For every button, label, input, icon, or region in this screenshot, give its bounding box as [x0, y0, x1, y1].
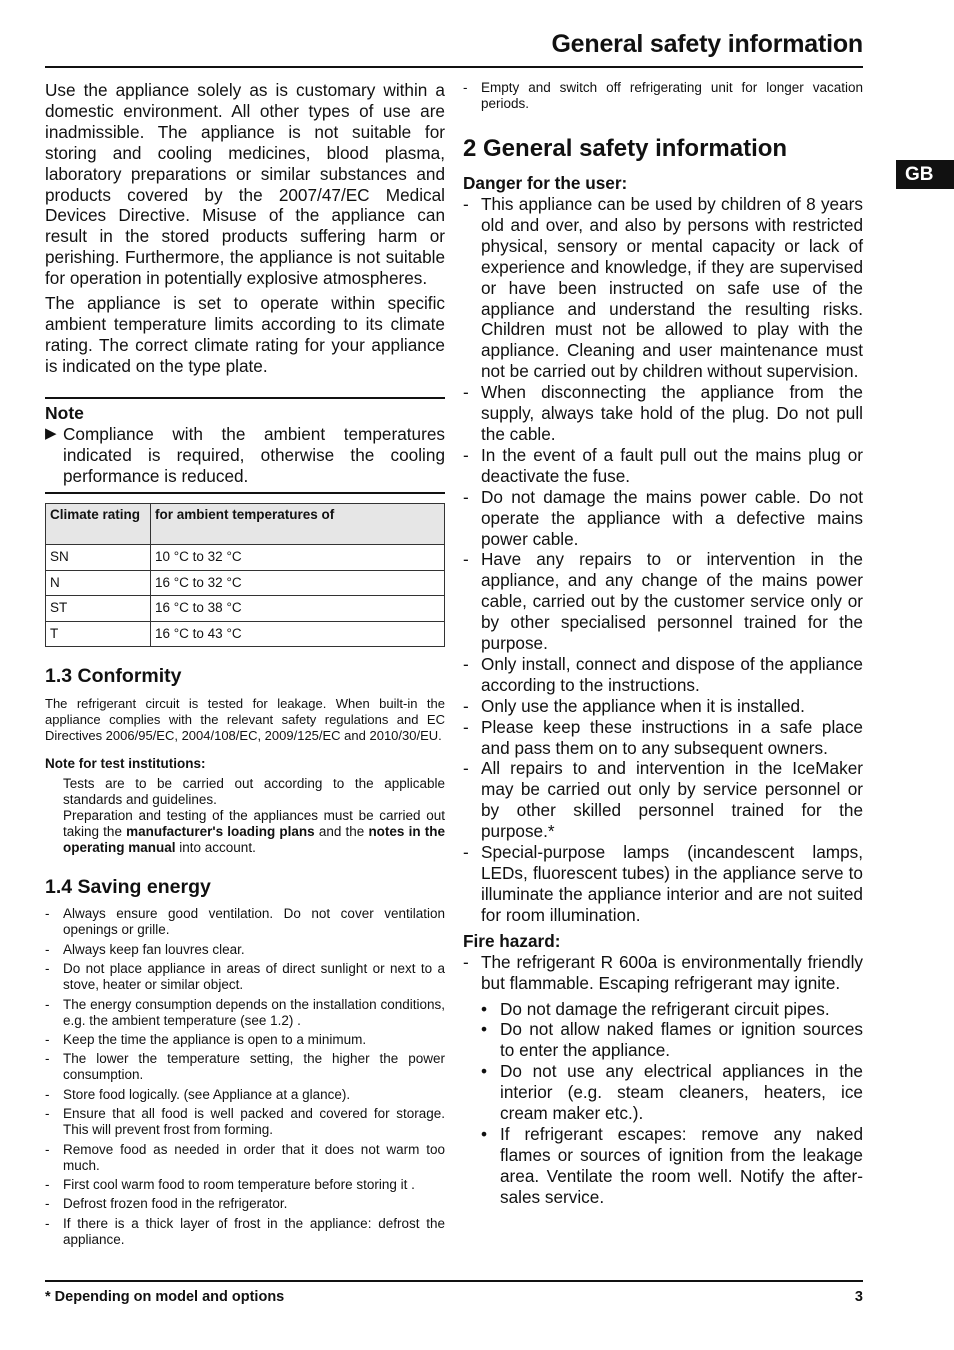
language-tab: GB [896, 160, 954, 189]
list-item: - Do not damage the mains power cable. Do not operate the appliance with a defective mains power cable. [463, 487, 863, 550]
table-row [46, 545, 445, 571]
intro-paragraph-2: The appliance is set to operate within specific ambient temperature limits according to its climate rating. The correct climate rating for your appliance is indicated on the type plate. [45, 293, 445, 376]
table-header-row [46, 504, 445, 545]
list-item: - When disconnecting the appliance from the supply, always take hold of the plug. Do not pull the cable. [463, 382, 863, 445]
list-item: - Special-purpose lamps (incandescent lamps, LEDs, fluorescent tubes) in the appliance serve to illuminate the appliance interior and are not suited for room illumination. [463, 842, 863, 926]
table-cell: N [46, 570, 151, 596]
right-column [463, 80, 863, 1208]
table-row [46, 570, 445, 596]
test-note-paragraph-2 [63, 808, 445, 856]
list-item: - Have any repairs to or intervention in the appliance, and any change of the mains power cable, carried out by the customer service only or by other specialised personnel trained for the purpose. [463, 549, 863, 654]
footer-divider [45, 1280, 863, 1282]
table-cell: 10 °C to 32 °C [151, 545, 445, 571]
list-item: • Do not damage the refrigerant circuit pipes. [481, 999, 863, 1020]
test-note-paragraph-1: Tests are to be carried out according to the applicable standards and guidelines. [63, 776, 445, 808]
test-note-text: into account. [175, 840, 256, 856]
list-item: - Remove food as needed in order that it does not warm too much. [45, 1142, 445, 1174]
page-header-title: General safety information [551, 30, 863, 58]
list-item: - This appliance can be used by children of 8 years old and over, and also by persons with restricted physical, sensory or mental capacity or lack of experience and knowledge, if they are supervised or have been instructed on safe use of the appliance and understand the resulting risks. Children must not be allowed to play with the appliance. Cleaning and user maintenance must not be carried out by children without supervision. [463, 194, 863, 382]
table-cell: T [46, 621, 151, 647]
note-text: Compliance with the ambient temperatures indicated is required, otherwise the cooling performance is reduced. [63, 423, 445, 486]
fire-bullet-list [463, 999, 863, 1208]
saving-energy-list [45, 906, 445, 1247]
list-item: - The refrigerant R 600a is environmentally friendly but flammable. Escaping refrigerant may ignite. [463, 952, 863, 994]
list-item: - Ensure that all food is well packed and covered for storage. This will prevent frost from forming. [45, 1106, 445, 1138]
list-item: - Do not place appliance in areas of direct sunlight or next to a stove, heater or similar object. [45, 961, 445, 993]
list-item: - Only install, connect and dispose of the appliance according to the instructions. [463, 654, 863, 696]
header-divider [45, 66, 863, 68]
table-header-cell: for ambient temperatures of [151, 504, 445, 545]
list-item: - All repairs to and intervention in the IceMaker may be carried out only by service personnel or by other skilled personnel trained for the purpose.* [463, 758, 863, 842]
test-note-text: and the [314, 824, 369, 840]
table-cell: 16 °C to 38 °C [151, 596, 445, 622]
test-note-text: Preparation and testing of the appliances must be carried out taking the [63, 808, 445, 840]
list-item: - The lower the temperature setting, the higher the power consumption. [45, 1051, 445, 1083]
list-item: - First cool warm food to room temperature before storing it . [45, 1177, 445, 1193]
test-note-bold: manufacturer's loading plans [126, 824, 315, 840]
section-title: 2 General safety information [463, 135, 788, 162]
test-note-block [45, 776, 445, 856]
list-item: - Empty and switch off refrigerating unit for longer vacation periods. [463, 80, 863, 112]
table-cell: 16 °C to 43 °C [151, 621, 445, 647]
saving-energy-heading: 1.4 Saving energy [45, 876, 211, 899]
test-note-title: Note for test institutions: [45, 756, 206, 772]
footer-note: * Depending on model and options [45, 1289, 285, 1305]
climate-table [45, 503, 445, 647]
note-item [45, 424, 445, 487]
fire-hazard-list [463, 952, 863, 994]
table-cell: 16 °C to 32 °C [151, 570, 445, 596]
danger-title: Danger for the user: [463, 173, 628, 193]
vacation-list [463, 80, 863, 112]
list-item: - Always keep fan louvres clear. [45, 942, 445, 958]
list-item: - Keep the time the appliance is open to a minimum. [45, 1032, 445, 1048]
table-header-cell: Climate rating [46, 504, 151, 545]
list-item: - Only use the appliance when it is installed. [463, 696, 863, 717]
table-cell: ST [46, 596, 151, 622]
table-row [46, 621, 445, 647]
left-column [45, 80, 445, 1248]
test-note-bold: notes in the operating manual [63, 824, 445, 856]
list-item: - Please keep these instructions in a safe place and pass them on to any subsequent owners. [463, 717, 863, 759]
list-item: • If refrigerant escapes: remove any naked flames or sources of ignition from the leakage area. Ventilate the room well. Notify the after-sales service. [481, 1124, 863, 1208]
intro-paragraph-1: Use the appliance solely as is customary within a domestic environment. All other types of use are inadmissible. The appliance is not suitable for storing and cooling medicines, blood plasma, laboratory preparations or similar substances and products covered by the 2007/47/EC Medical Devices Directive. Misuse of the appliance can result in the stored products suffering harm or perishing. Furthermore, the appliance is not suitable for operation in potentially explosive atmospheres. [45, 80, 445, 289]
list-item: - Store food logically. (see Appliance at a glance). [45, 1087, 445, 1103]
triangle-right-icon: ▶ [45, 424, 57, 442]
fire-hazard-title: Fire hazard: [463, 930, 561, 951]
note-title: Note [45, 402, 84, 423]
list-item: - In the event of a fault pull out the mains plug or deactivate the fuse. [463, 445, 863, 487]
list-item: • Do not allow naked flames or ignition sources to enter the appliance. [481, 1019, 863, 1061]
conformity-heading: 1.3 Conformity [45, 665, 182, 688]
list-item: - If there is a thick layer of frost in the appliance: defrost the appliance. [45, 1216, 445, 1248]
conformity-text: The refrigerant circuit is tested for leakage. When built-in the appliance complies with the relevant safety regulations and EC Directives 2006/95/EC, 2004/108/EC, 2009/125/EC and 2010/30/EU. [45, 696, 445, 744]
page-number: 3 [854, 1289, 863, 1305]
list-item: - The energy consumption depends on the installation conditions, e.g. the ambient temperature (see 1.2) . [45, 997, 445, 1029]
table-cell: SN [46, 545, 151, 571]
note-box [45, 397, 445, 495]
danger-list [463, 194, 863, 926]
table-row [46, 596, 445, 622]
list-item: - Defrost frozen food in the refrigerator. [45, 1196, 445, 1212]
list-item: - Always ensure good ventilation. Do not cover ventilation openings or grille. [45, 906, 445, 938]
list-item: • Do not use any electrical appliances in the interior (e.g. steam cleaners, heaters, ice cream maker etc.). [481, 1061, 863, 1124]
